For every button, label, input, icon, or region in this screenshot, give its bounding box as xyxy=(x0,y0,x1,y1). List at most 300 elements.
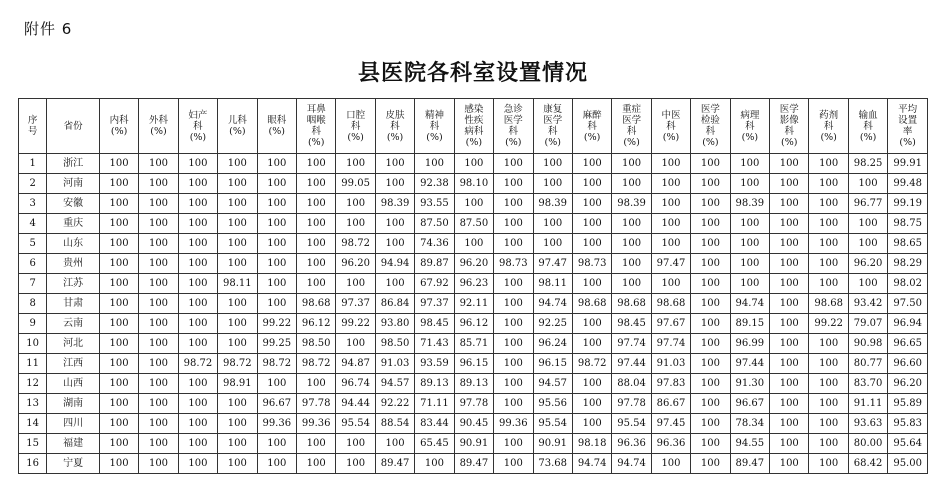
province-cell: 山东 xyxy=(47,234,100,254)
rate-cell: 100 xyxy=(533,214,572,234)
column-header-text: 科 xyxy=(823,120,834,132)
rate-cell: 100 xyxy=(691,314,730,334)
rate-cell: 100 xyxy=(257,274,296,294)
rate-cell: 100 xyxy=(612,154,651,174)
rate-cell: 99.91 xyxy=(888,154,928,174)
rate-cell: 97.44 xyxy=(612,354,651,374)
table-row xyxy=(19,394,928,414)
rate-cell: 96.20 xyxy=(454,254,493,274)
rate-cell: 89.13 xyxy=(454,374,493,394)
column-header-text: 内科 xyxy=(109,115,129,126)
rate-cell: 95.83 xyxy=(888,414,928,434)
province-cell: 河南 xyxy=(47,174,100,194)
province-cell: 湖南 xyxy=(47,394,100,414)
column-header-text: 设置 xyxy=(898,115,918,126)
rate-cell: 100 xyxy=(99,314,138,334)
column-header-text: (%) xyxy=(465,137,483,148)
rate-cell: 100 xyxy=(99,394,138,414)
table-body xyxy=(19,154,928,474)
column-header-text: 科 xyxy=(508,126,519,137)
rate-cell: 100 xyxy=(770,214,809,234)
column-header-text: (%) xyxy=(347,131,364,143)
rate-cell: 99.36 xyxy=(296,414,335,434)
column-header-text: (%) xyxy=(426,131,443,143)
rate-cell: 86.84 xyxy=(375,294,414,314)
rate-cell: 96.12 xyxy=(296,314,335,334)
row-number-cell: 16 xyxy=(19,454,47,474)
page-title: 县医院各科室设置情况 xyxy=(357,60,588,86)
column-header xyxy=(454,99,493,154)
column-header-text: 医学 xyxy=(503,115,523,126)
rate-cell: 89.47 xyxy=(454,454,493,474)
rate-cell: 100 xyxy=(375,154,414,174)
rate-cell: 100 xyxy=(691,194,730,214)
column-header-text: 科 xyxy=(666,120,676,132)
rate-cell: 99.36 xyxy=(494,414,533,434)
rate-cell: 100 xyxy=(336,154,375,174)
rate-cell: 100 xyxy=(296,454,335,474)
rate-cell: 100 xyxy=(178,194,217,214)
rate-cell: 100 xyxy=(691,294,730,314)
column-header-text: (%) xyxy=(505,137,522,148)
rate-cell: 100 xyxy=(494,374,533,394)
rate-cell: 100 xyxy=(178,414,217,434)
column-header xyxy=(533,99,572,154)
rate-cell: 100 xyxy=(651,194,690,214)
rate-cell: 99.22 xyxy=(336,314,375,334)
rate-cell: 98.39 xyxy=(730,194,769,214)
rate-cell: 100 xyxy=(415,154,454,174)
rate-cell: 100 xyxy=(651,454,690,474)
rate-cell: 100 xyxy=(218,454,257,474)
province-cell: 江西 xyxy=(47,354,100,374)
rate-cell: 100 xyxy=(99,194,138,214)
rate-cell: 100 xyxy=(257,174,296,194)
rate-cell: 94.74 xyxy=(730,294,769,314)
rate-cell: 100 xyxy=(296,274,335,294)
rate-cell: 100 xyxy=(809,254,848,274)
rate-cell: 99.48 xyxy=(888,174,928,194)
column-header-text: 科 xyxy=(311,126,321,137)
rate-cell: 100 xyxy=(691,454,730,474)
rate-cell: 100 xyxy=(691,394,730,414)
province-cell: 贵州 xyxy=(47,254,100,274)
rate-cell: 98.72 xyxy=(178,354,217,374)
rate-cell: 73.68 xyxy=(533,454,572,474)
column-header-text: 科 xyxy=(705,126,716,137)
rate-cell: 100 xyxy=(257,214,296,234)
rate-cell: 90.98 xyxy=(848,334,887,354)
column-header-text: 咽喉 xyxy=(306,115,326,126)
rate-cell: 100 xyxy=(651,274,690,294)
column-header-text: 康复 xyxy=(543,104,563,115)
rate-cell: 90.45 xyxy=(454,414,493,434)
rate-cell: 100 xyxy=(218,214,257,234)
province-cell: 福建 xyxy=(47,434,100,454)
rate-cell: 100 xyxy=(139,314,178,334)
column-header xyxy=(19,99,47,154)
column-header-text: (%) xyxy=(583,131,601,143)
rate-cell: 98.68 xyxy=(572,294,611,314)
rate-cell: 98.73 xyxy=(572,254,611,274)
rate-cell: 100 xyxy=(139,254,178,274)
rate-cell: 80.77 xyxy=(848,354,887,374)
rate-cell: 100 xyxy=(415,454,454,474)
rate-cell: 89.87 xyxy=(415,254,454,274)
table-row xyxy=(19,214,928,234)
rate-cell: 93.80 xyxy=(375,314,414,334)
rate-cell: 100 xyxy=(454,194,493,214)
rate-cell: 100 xyxy=(218,174,257,194)
rate-cell: 93.55 xyxy=(415,194,454,214)
column-header-text: 病理 xyxy=(740,109,760,121)
rate-cell: 100 xyxy=(375,174,414,194)
rate-cell: 97.78 xyxy=(454,394,493,414)
rate-cell: 98.91 xyxy=(218,374,257,394)
rate-cell: 68.42 xyxy=(848,454,887,474)
rate-cell: 94.57 xyxy=(533,374,572,394)
rate-cell: 100 xyxy=(494,314,533,334)
rate-cell: 100 xyxy=(691,274,730,294)
rate-cell: 100 xyxy=(770,414,809,434)
row-number-cell: 2 xyxy=(19,174,47,194)
header-row xyxy=(19,99,928,154)
province-cell: 四川 xyxy=(47,414,100,434)
rate-cell: 100 xyxy=(99,354,138,374)
rate-cell: 100 xyxy=(730,174,769,194)
rate-cell: 100 xyxy=(218,414,257,434)
column-header xyxy=(218,99,257,154)
rate-cell: 98.50 xyxy=(296,334,335,354)
row-number-cell: 4 xyxy=(19,214,47,234)
rate-cell: 100 xyxy=(770,354,809,374)
province-cell: 安徽 xyxy=(47,194,100,214)
column-header xyxy=(257,99,296,154)
column-header xyxy=(572,99,611,154)
rate-cell: 97.47 xyxy=(651,254,690,274)
rate-cell: 96.67 xyxy=(257,394,296,414)
rate-cell: 98.65 xyxy=(888,234,928,254)
rate-cell: 96.65 xyxy=(888,334,928,354)
column-header-text: 号 xyxy=(27,126,38,137)
rate-cell: 98.68 xyxy=(809,294,848,314)
rate-cell: 100 xyxy=(454,154,493,174)
rate-cell: 100 xyxy=(691,334,730,354)
rate-cell: 93.59 xyxy=(415,354,454,374)
rate-cell: 100 xyxy=(770,274,809,294)
rate-cell: 100 xyxy=(375,434,414,454)
rate-cell: 100 xyxy=(218,294,257,314)
column-header-text: (%) xyxy=(268,126,285,137)
rate-cell: 98.11 xyxy=(533,274,572,294)
rate-cell: 100 xyxy=(218,254,257,274)
rate-cell: 90.91 xyxy=(533,434,572,454)
column-header-text: 医学 xyxy=(543,115,563,126)
rate-cell: 100 xyxy=(809,414,848,434)
row-number-cell: 14 xyxy=(19,414,47,434)
column-header-text: 平均 xyxy=(898,104,918,115)
rate-cell: 98.29 xyxy=(888,254,928,274)
province-cell: 重庆 xyxy=(47,214,100,234)
rate-cell: 97.74 xyxy=(651,334,690,354)
table-row xyxy=(19,374,928,394)
rate-cell: 100 xyxy=(770,434,809,454)
table-row xyxy=(19,194,928,214)
rate-cell: 100 xyxy=(494,294,533,314)
column-header-text: 科 xyxy=(390,120,400,132)
rate-cell: 100 xyxy=(178,454,217,474)
column-header xyxy=(178,99,217,154)
rate-cell: 100 xyxy=(178,234,217,254)
rate-cell: 100 xyxy=(651,174,690,194)
column-header-text: 急诊 xyxy=(503,104,523,115)
rate-cell: 100 xyxy=(770,194,809,214)
column-header-text: 药剂 xyxy=(819,109,839,121)
rate-cell: 100 xyxy=(494,214,533,234)
rate-cell: 100 xyxy=(770,154,809,174)
rate-cell: 79.07 xyxy=(848,314,887,334)
rate-cell: 99.05 xyxy=(336,174,375,194)
rate-cell: 100 xyxy=(691,254,730,274)
column-header-text: 性疾 xyxy=(464,115,484,126)
rate-cell: 100 xyxy=(691,234,730,254)
rate-cell: 97.74 xyxy=(612,334,651,354)
rate-cell: 100 xyxy=(494,234,533,254)
rate-cell: 100 xyxy=(139,274,178,294)
rate-cell: 71.11 xyxy=(415,394,454,414)
rate-cell: 100 xyxy=(296,174,335,194)
rate-cell: 94.74 xyxy=(612,454,651,474)
rate-cell: 100 xyxy=(730,254,769,274)
rate-cell: 100 xyxy=(809,454,848,474)
rate-cell: 97.47 xyxy=(533,254,572,274)
rate-cell: 98.18 xyxy=(572,434,611,454)
rate-cell: 100 xyxy=(494,174,533,194)
row-number-cell: 9 xyxy=(19,314,47,334)
rate-cell: 65.45 xyxy=(415,434,454,454)
rate-cell: 98.72 xyxy=(572,354,611,374)
column-header-text: 麻醉 xyxy=(582,109,602,121)
rate-cell: 98.02 xyxy=(888,274,928,294)
rate-cell: 92.38 xyxy=(415,174,454,194)
column-header-text: 医学 xyxy=(779,104,799,115)
rate-cell: 92.22 xyxy=(375,394,414,414)
row-number-cell: 15 xyxy=(19,434,47,454)
column-header-text: 科 xyxy=(587,120,597,132)
row-number-cell: 5 xyxy=(19,234,47,254)
column-header-text: 科 xyxy=(745,120,755,132)
column-header-text: 妇产 xyxy=(188,109,208,121)
rate-cell: 100 xyxy=(257,454,296,474)
rate-cell: 100 xyxy=(218,314,257,334)
rate-cell: 100 xyxy=(730,214,769,234)
column-header-text: 科 xyxy=(547,126,558,137)
rate-cell: 100 xyxy=(336,454,375,474)
column-header-text: 儿科 xyxy=(227,115,247,126)
rate-cell: 100 xyxy=(494,394,533,414)
column-header xyxy=(651,99,690,154)
rate-cell: 100 xyxy=(139,374,178,394)
rate-cell: 87.50 xyxy=(454,214,493,234)
rate-cell: 100 xyxy=(99,374,138,394)
rate-cell: 99.25 xyxy=(257,334,296,354)
rate-cell: 100 xyxy=(99,294,138,314)
column-header-text: 皮肤 xyxy=(385,109,405,121)
rate-cell: 100 xyxy=(691,434,730,454)
rate-cell: 92.11 xyxy=(454,294,493,314)
rate-cell: 95.54 xyxy=(533,414,572,434)
rate-cell: 100 xyxy=(572,154,611,174)
province-cell: 江苏 xyxy=(47,274,100,294)
rate-cell: 99.36 xyxy=(257,414,296,434)
rate-cell: 97.45 xyxy=(651,414,690,434)
column-header xyxy=(691,99,730,154)
column-header xyxy=(494,99,533,154)
rate-cell: 100 xyxy=(99,334,138,354)
rate-cell: 96.60 xyxy=(888,354,928,374)
column-header-text: 科 xyxy=(626,126,637,137)
rate-cell: 100 xyxy=(178,314,217,334)
rate-cell: 89.13 xyxy=(415,374,454,394)
table-row xyxy=(19,154,928,174)
rate-cell: 100 xyxy=(494,334,533,354)
rate-cell: 100 xyxy=(533,174,572,194)
rate-cell: 100 xyxy=(848,174,887,194)
rate-cell: 96.12 xyxy=(454,314,493,334)
rate-cell: 98.25 xyxy=(848,154,887,174)
rate-cell: 98.72 xyxy=(257,354,296,374)
row-number-cell: 8 xyxy=(19,294,47,314)
rate-cell: 100 xyxy=(572,414,611,434)
row-number-cell: 6 xyxy=(19,254,47,274)
column-header-text: 序 xyxy=(27,115,38,126)
table-row xyxy=(19,274,928,294)
column-header-text: (%) xyxy=(702,137,719,148)
rate-cell: 100 xyxy=(809,154,848,174)
rate-cell: 100 xyxy=(533,154,572,174)
column-header-text: 科 xyxy=(193,120,203,132)
rate-cell: 100 xyxy=(257,234,296,254)
rate-cell: 98.45 xyxy=(612,314,651,334)
rate-cell: 100 xyxy=(572,194,611,214)
column-header-text: (%) xyxy=(229,126,246,137)
column-header-text: 感染 xyxy=(464,104,484,115)
rate-cell: 100 xyxy=(651,234,690,254)
rate-cell: 100 xyxy=(139,334,178,354)
rate-cell: 100 xyxy=(178,374,217,394)
rate-cell: 100 xyxy=(809,334,848,354)
rate-cell: 96.20 xyxy=(336,254,375,274)
rate-cell: 100 xyxy=(218,234,257,254)
rate-cell: 98.10 xyxy=(454,174,493,194)
column-header-text: 耳鼻 xyxy=(306,104,326,115)
column-header-text: 精神 xyxy=(424,109,444,121)
province-cell: 宁夏 xyxy=(47,454,100,474)
column-header xyxy=(296,99,335,154)
column-header-text: (%) xyxy=(859,131,877,143)
column-header xyxy=(47,99,100,154)
rate-cell: 100 xyxy=(572,394,611,414)
rate-cell: 100 xyxy=(178,294,217,314)
rate-cell: 100 xyxy=(809,374,848,394)
table-row xyxy=(19,294,928,314)
rate-cell: 100 xyxy=(612,174,651,194)
rate-cell: 100 xyxy=(218,194,257,214)
rate-cell: 99.22 xyxy=(809,314,848,334)
rate-cell: 78.34 xyxy=(730,414,769,434)
rate-cell: 100 xyxy=(533,234,572,254)
rate-cell: 80.00 xyxy=(848,434,887,454)
rate-cell: 83.44 xyxy=(415,414,454,434)
rate-cell: 100 xyxy=(99,434,138,454)
attachment-label: 附件 6 xyxy=(24,20,73,38)
rate-cell: 100 xyxy=(99,214,138,234)
rate-cell: 100 xyxy=(809,234,848,254)
rate-cell: 100 xyxy=(770,334,809,354)
rate-cell: 100 xyxy=(809,174,848,194)
rate-cell: 100 xyxy=(809,214,848,234)
column-header-text: 省份 xyxy=(63,120,83,132)
rate-cell: 96.15 xyxy=(533,354,572,374)
column-header xyxy=(612,99,651,154)
rate-cell: 100 xyxy=(651,214,690,234)
rate-cell: 97.37 xyxy=(415,294,454,314)
column-header-text: 医学 xyxy=(700,104,720,115)
rate-cell: 100 xyxy=(257,254,296,274)
rate-cell: 100 xyxy=(99,274,138,294)
rate-cell: 100 xyxy=(691,174,730,194)
table-row xyxy=(19,354,928,374)
column-header-text: 重症 xyxy=(622,104,642,115)
rate-cell: 100 xyxy=(612,274,651,294)
rate-cell: 94.94 xyxy=(375,254,414,274)
rate-cell: 100 xyxy=(336,334,375,354)
province-cell: 甘肃 xyxy=(47,294,100,314)
rate-cell: 96.67 xyxy=(730,394,769,414)
rate-cell: 98.68 xyxy=(296,294,335,314)
table-row xyxy=(19,334,928,354)
rate-cell: 98.72 xyxy=(218,354,257,374)
column-header xyxy=(809,99,848,154)
column-header-text: (%) xyxy=(899,137,916,148)
column-header-text: 科 xyxy=(429,120,440,132)
rate-cell: 100 xyxy=(139,154,178,174)
rate-cell: 89.47 xyxy=(730,454,769,474)
table-row xyxy=(19,234,928,254)
rate-cell: 96.99 xyxy=(730,334,769,354)
province-cell: 河北 xyxy=(47,334,100,354)
province-cell: 山西 xyxy=(47,374,100,394)
row-number-cell: 13 xyxy=(19,394,47,414)
rate-cell: 95.56 xyxy=(533,394,572,414)
province-cell: 云南 xyxy=(47,314,100,334)
rate-cell: 100 xyxy=(218,154,257,174)
rate-cell: 100 xyxy=(99,234,138,254)
column-header-text: (%) xyxy=(781,137,798,148)
rate-cell: 100 xyxy=(257,374,296,394)
rate-cell: 100 xyxy=(730,234,769,254)
rate-cell: 100 xyxy=(572,274,611,294)
column-header xyxy=(336,99,375,154)
column-header-text: 率 xyxy=(902,126,913,137)
rate-cell: 74.36 xyxy=(415,234,454,254)
column-header-text: 病科 xyxy=(464,126,484,137)
table-row xyxy=(19,254,928,274)
table-row xyxy=(19,314,928,334)
column-header-text: (%) xyxy=(110,126,128,137)
table-row xyxy=(19,434,928,454)
column-header-text: 中医 xyxy=(661,109,681,121)
